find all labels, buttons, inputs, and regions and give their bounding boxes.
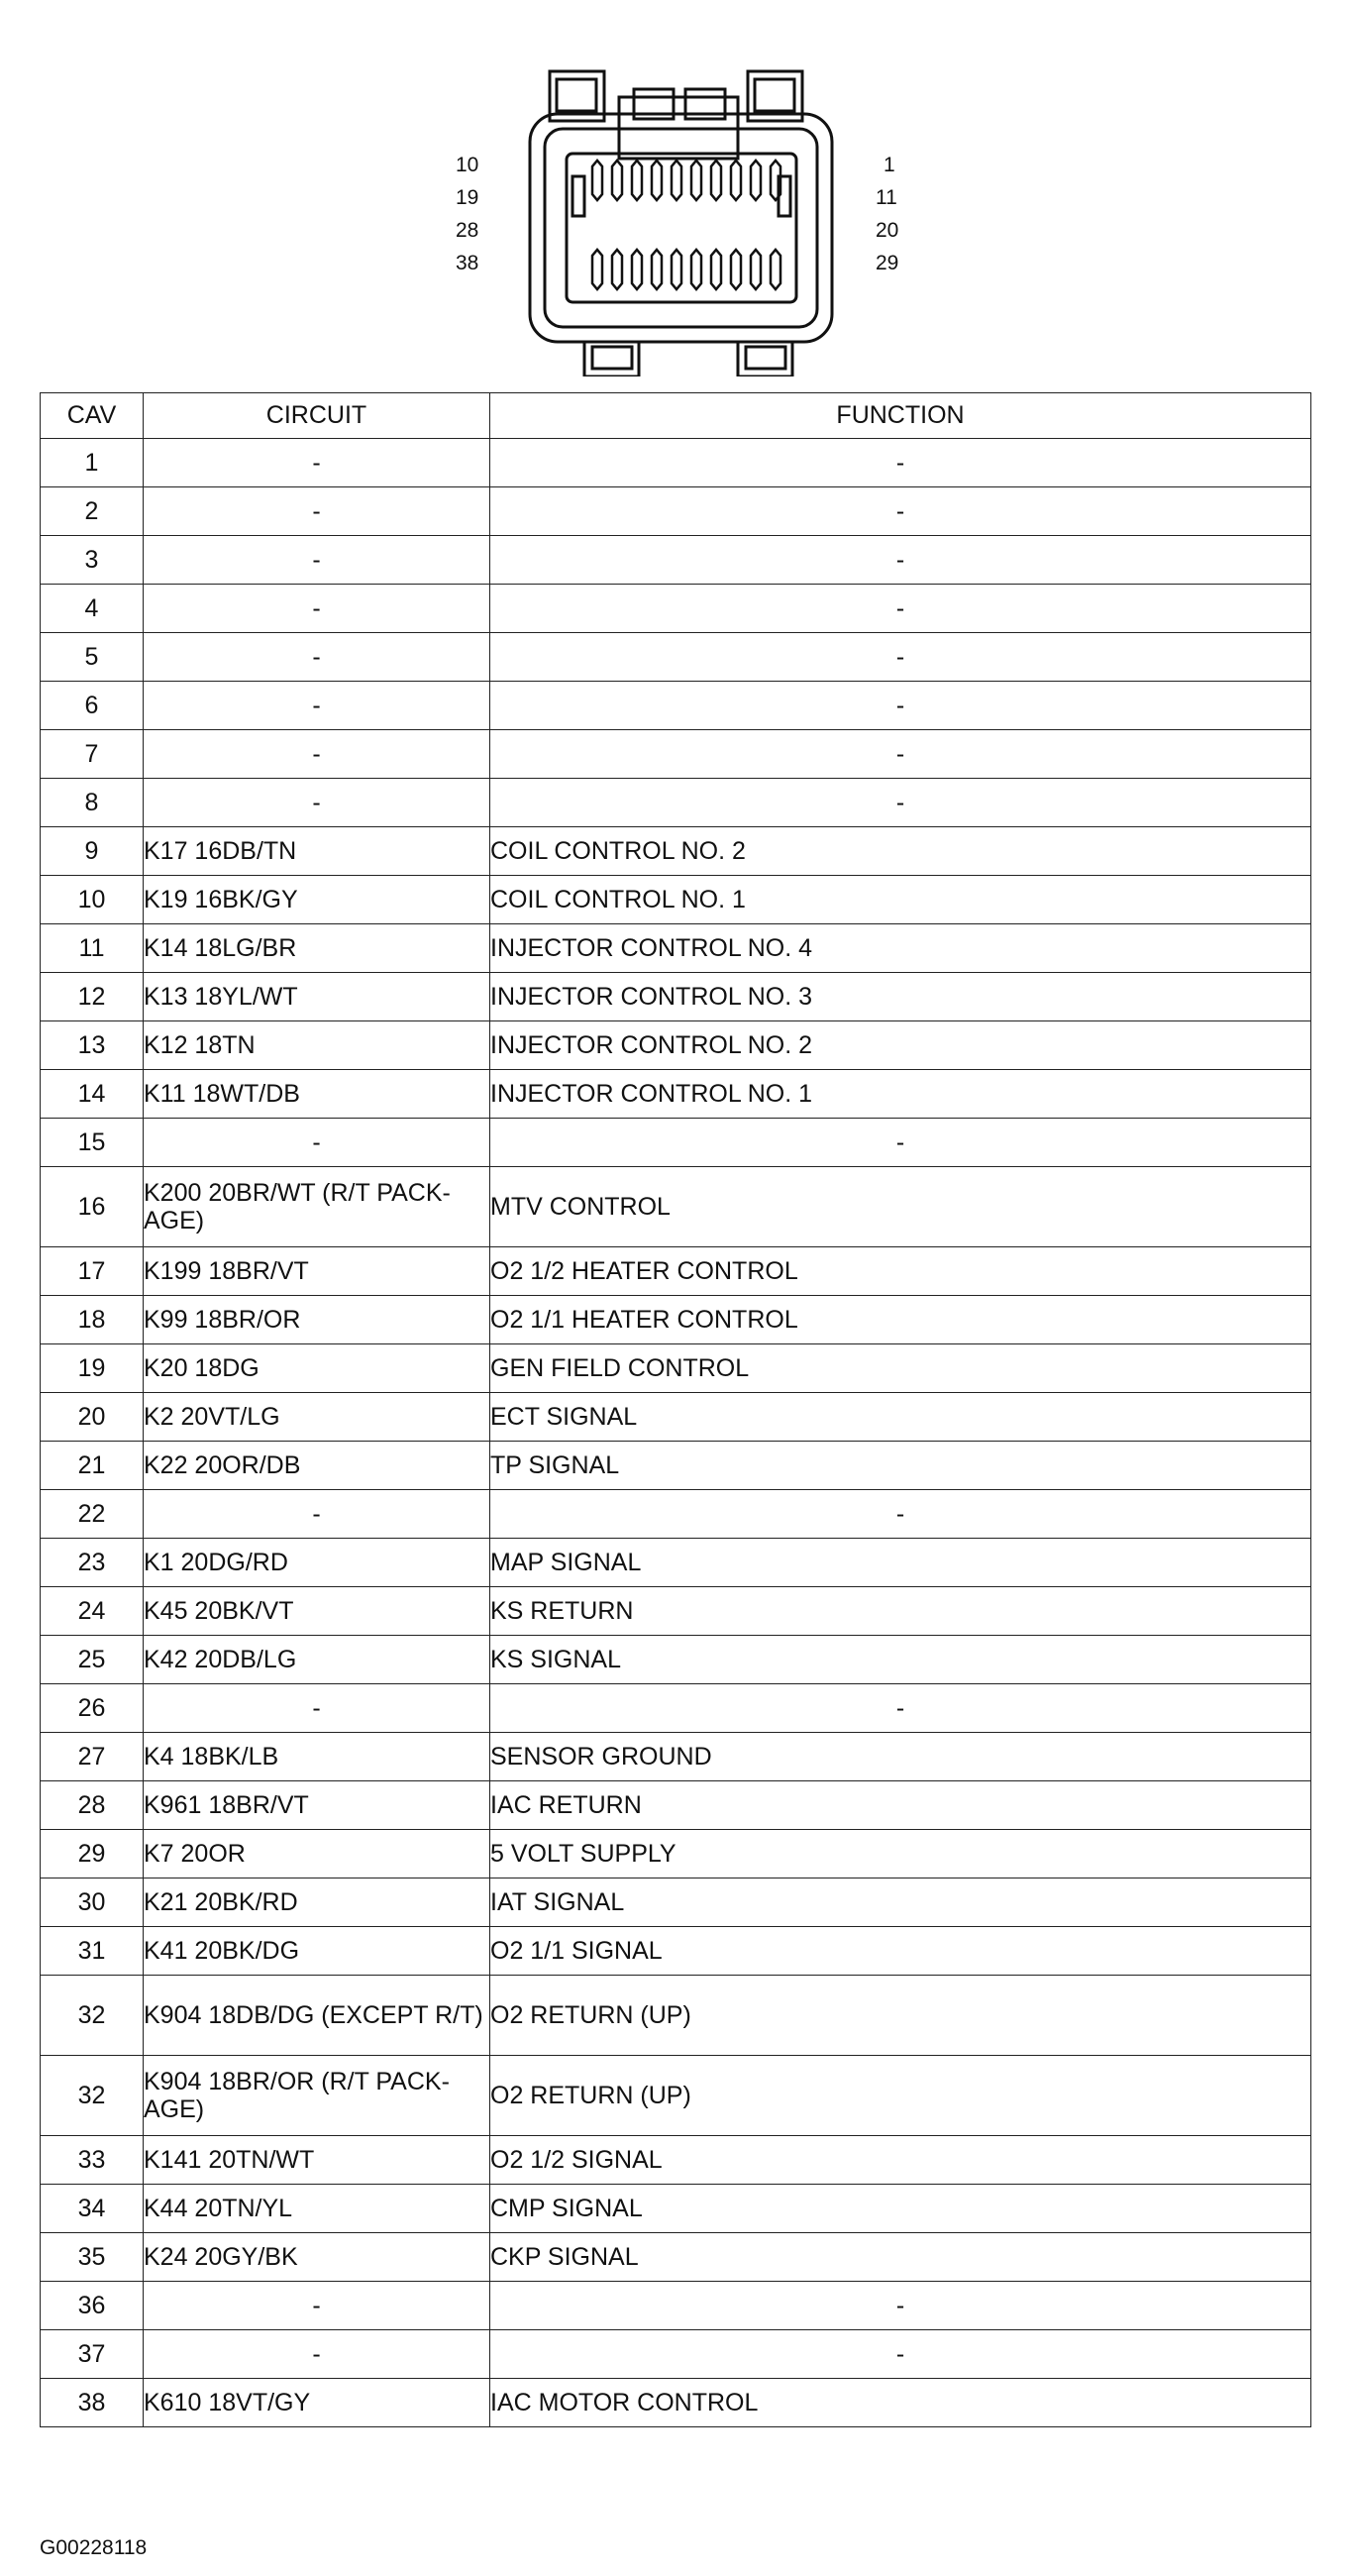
table-row	[41, 1830, 1311, 1878]
circuit-cell	[144, 1539, 490, 1587]
circuit-cell	[144, 827, 490, 876]
table-row	[41, 2330, 1311, 2379]
function-cell	[490, 1976, 1311, 2056]
cav-cell: 37	[41, 2330, 144, 2379]
pin-terminal	[751, 161, 761, 180]
function-text: -	[895, 1500, 905, 1528]
function-cell	[490, 1393, 1311, 1442]
circuit-text: K14 18LG/BR	[144, 934, 297, 962]
function-text: 5 VOLT SUPPLY	[490, 1840, 676, 1868]
table-row	[41, 1684, 1311, 1733]
connector-diagram	[456, 59, 911, 376]
cav-cell: 19	[41, 1344, 144, 1393]
header-function: FUNCTION	[490, 393, 1311, 439]
table-row	[41, 2233, 1311, 2282]
table-row	[41, 1733, 1311, 1781]
pin-terminal	[672, 269, 681, 289]
circuit-cell	[144, 1927, 490, 1976]
table-row	[41, 682, 1311, 730]
pin-terminal	[731, 269, 741, 289]
table-row	[41, 1878, 1311, 1927]
table-row	[41, 633, 1311, 682]
pin-terminal	[592, 250, 602, 269]
circuit-cell	[144, 1296, 490, 1344]
table-row	[41, 439, 1311, 487]
function-cell	[490, 2185, 1311, 2233]
table-row	[41, 2056, 1311, 2136]
circuit-cell	[144, 2379, 490, 2427]
table-row	[41, 730, 1311, 779]
circuit-cell	[144, 1021, 490, 1070]
function-cell	[490, 1636, 1311, 1684]
cav-cell: 7	[41, 730, 144, 779]
circuit-text: -	[312, 692, 321, 719]
circuit-cell	[144, 924, 490, 973]
circuit-cell	[144, 682, 490, 730]
function-text: -	[895, 643, 905, 671]
pin-terminal	[612, 161, 622, 180]
pin-terminal	[652, 161, 662, 180]
pin-terminal	[632, 250, 642, 269]
pin-terminal	[711, 161, 721, 180]
function-cell	[490, 1119, 1311, 1167]
circuit-cell	[144, 2330, 490, 2379]
cav-cell: 3	[41, 536, 144, 585]
table-row	[41, 1247, 1311, 1296]
function-cell	[490, 439, 1311, 487]
table-row	[41, 1442, 1311, 1490]
cav-cell: 31	[41, 1927, 144, 1976]
pin-label-left-2: 19	[456, 186, 479, 209]
circuit-text: K13 18YL/WT	[144, 983, 298, 1011]
table-row	[41, 924, 1311, 973]
cav-cell: 33	[41, 2136, 144, 2185]
table-row	[41, 1539, 1311, 1587]
pin-label-left-4: 38	[456, 252, 479, 274]
circuit-cell	[144, 2233, 490, 2282]
pin-terminal	[632, 269, 642, 289]
cav-cell: 9	[41, 827, 144, 876]
cav-cell: 6	[41, 682, 144, 730]
table-row	[41, 536, 1311, 585]
function-text: IAC MOTOR CONTROL	[490, 2389, 759, 2416]
function-cell	[490, 1021, 1311, 1070]
function-text: MTV CONTROL	[490, 1193, 671, 1221]
cav-cell: 29	[41, 1830, 144, 1878]
function-cell	[490, 682, 1311, 730]
pin-terminal	[592, 269, 602, 289]
pin-terminal	[731, 250, 741, 269]
function-cell	[490, 730, 1311, 779]
circuit-text: K41 20BK/DG	[144, 1937, 300, 1965]
pin-terminal	[612, 250, 622, 269]
function-cell	[490, 1927, 1311, 1976]
function-cell	[490, 1167, 1311, 1247]
function-cell	[490, 2330, 1311, 2379]
circuit-text: K17 16DB/TN	[144, 837, 297, 865]
cav-cell: 34	[41, 2185, 144, 2233]
circuit-text: K42 20DB/LG	[144, 1646, 297, 1673]
function-cell	[490, 876, 1311, 924]
function-text: -	[895, 546, 905, 574]
circuit-text: K199 18BR/VT	[144, 1257, 309, 1285]
function-text: O2 RETURN (UP)	[490, 2001, 691, 2029]
circuit-cell	[144, 1070, 490, 1119]
circuit-cell	[144, 1636, 490, 1684]
table-row	[41, 2185, 1311, 2233]
function-text: INJECTOR CONTROL NO. 2	[490, 1031, 813, 1059]
function-text: -	[895, 449, 905, 477]
circuit-cell	[144, 2185, 490, 2233]
function-text: CKP SIGNAL	[490, 2243, 639, 2271]
function-cell	[490, 1830, 1311, 1878]
pin-terminal	[592, 180, 602, 200]
function-text: KS SIGNAL	[490, 1646, 621, 1673]
table-row	[41, 1976, 1311, 2056]
circuit-cell	[144, 585, 490, 633]
function-text: INJECTOR CONTROL NO. 4	[490, 934, 813, 962]
figure-id: G00228118	[40, 2536, 148, 2559]
cav-cell: 4	[41, 585, 144, 633]
pin-terminal	[691, 269, 701, 289]
circuit-cell	[144, 1684, 490, 1733]
circuit-text: -	[312, 449, 321, 477]
function-text: INJECTOR CONTROL NO. 1	[490, 1080, 813, 1108]
cav-cell: 23	[41, 1539, 144, 1587]
circuit-text: -	[312, 1694, 321, 1722]
pin-terminal	[652, 180, 662, 200]
pin-label-left-3: 28	[456, 219, 479, 242]
function-cell	[490, 1878, 1311, 1927]
function-text: SENSOR GROUND	[490, 1743, 712, 1771]
cav-cell: 20	[41, 1393, 144, 1442]
pin-terminal	[751, 250, 761, 269]
cav-cell: 30	[41, 1878, 144, 1927]
table-row	[41, 1927, 1311, 1976]
circuit-cell	[144, 1344, 490, 1393]
circuit-cell	[144, 487, 490, 536]
circuit-text: K22 20OR/DB	[144, 1451, 301, 1479]
function-cell	[490, 633, 1311, 682]
pin-terminal	[711, 180, 721, 200]
cav-cell: 18	[41, 1296, 144, 1344]
pin-terminal	[771, 269, 780, 289]
circuit-text: -	[312, 643, 321, 671]
table-row	[41, 2379, 1311, 2427]
circuit-text: -	[312, 2292, 321, 2319]
cav-cell: 21	[41, 1442, 144, 1490]
circuit-text: K961 18BR/VT	[144, 1791, 309, 1819]
cav-cell: 22	[41, 1490, 144, 1539]
circuit-text: K21 20BK/RD	[144, 1888, 298, 1916]
table-row	[41, 1167, 1311, 1247]
function-text: -	[895, 1128, 905, 1156]
table-header-row	[41, 393, 1311, 439]
pin-label-right-1: 1	[883, 154, 895, 176]
function-text: -	[895, 594, 905, 622]
table-row	[41, 1636, 1311, 1684]
pin-label-right-2: 11	[876, 186, 897, 209]
circuit-text: -	[312, 1128, 321, 1156]
function-text: O2 1/1 HEATER CONTROL	[490, 1306, 798, 1334]
cav-cell: 2	[41, 487, 144, 536]
cav-cell: 25	[41, 1636, 144, 1684]
circuit-cell	[144, 2056, 490, 2136]
circuit-cell	[144, 2282, 490, 2330]
function-cell	[490, 1344, 1311, 1393]
function-cell	[490, 585, 1311, 633]
function-cell	[490, 1490, 1311, 1539]
function-text: INJECTOR CONTROL NO. 3	[490, 983, 813, 1011]
table-row	[41, 1393, 1311, 1442]
table-row	[41, 1344, 1311, 1393]
pin-label-left-1: 10	[456, 154, 479, 176]
circuit-text: K4 18BK/LB	[144, 1743, 279, 1771]
function-cell	[490, 2233, 1311, 2282]
pin-terminal	[731, 161, 741, 180]
connector-outline	[456, 59, 911, 376]
circuit-cell	[144, 730, 490, 779]
function-text: -	[895, 497, 905, 525]
circuit-text: K141 20TN/WT	[144, 2146, 315, 2174]
pin-terminal	[672, 250, 681, 269]
cav-cell: 27	[41, 1733, 144, 1781]
pin-terminal	[632, 180, 642, 200]
table-row	[41, 1587, 1311, 1636]
cav-cell: 28	[41, 1781, 144, 1830]
circuit-cell	[144, 1781, 490, 1830]
pin-terminal	[771, 250, 780, 269]
function-text: O2 1/1 SIGNAL	[490, 1937, 663, 1965]
pin-terminal	[691, 161, 701, 180]
circuit-cell	[144, 1119, 490, 1167]
function-text: O2 1/2 HEATER CONTROL	[490, 1257, 798, 1285]
cav-cell: 12	[41, 973, 144, 1021]
cav-cell: 26	[41, 1684, 144, 1733]
function-cell	[490, 1684, 1311, 1733]
circuit-text: -	[312, 2340, 321, 2368]
function-cell	[490, 1781, 1311, 1830]
function-text: COIL CONTROL NO. 2	[490, 837, 746, 865]
function-text: -	[895, 740, 905, 768]
function-text: O2 RETURN (UP)	[490, 2082, 691, 2109]
circuit-cell	[144, 973, 490, 1021]
cav-cell: 15	[41, 1119, 144, 1167]
circuit-text: -	[312, 789, 321, 816]
function-text: IAC RETURN	[490, 1791, 642, 1819]
circuit-cell	[144, 1490, 490, 1539]
circuit-cell	[144, 1733, 490, 1781]
table-body	[41, 439, 1311, 2427]
pin-terminal	[691, 250, 701, 269]
function-cell	[490, 536, 1311, 585]
circuit-cell	[144, 779, 490, 827]
table-row	[41, 973, 1311, 1021]
circuit-cell	[144, 633, 490, 682]
cav-cell: 13	[41, 1021, 144, 1070]
circuit-text: -	[312, 740, 321, 768]
pin-terminal	[691, 180, 701, 200]
pin-label-right-4: 29	[876, 252, 899, 274]
circuit-text: K20 18DG	[144, 1354, 260, 1382]
pin-label-right-3: 20	[876, 219, 899, 242]
table-row	[41, 827, 1311, 876]
cav-cell: 8	[41, 779, 144, 827]
function-cell	[490, 779, 1311, 827]
circuit-cell	[144, 1393, 490, 1442]
table-row	[41, 487, 1311, 536]
circuit-cell	[144, 1247, 490, 1296]
cav-cell: 35	[41, 2233, 144, 2282]
pin-terminal	[612, 180, 622, 200]
function-text: -	[895, 2292, 905, 2319]
table-row	[41, 1119, 1311, 1167]
pin-terminal	[731, 180, 741, 200]
cav-cell: 36	[41, 2282, 144, 2330]
circuit-cell	[144, 2136, 490, 2185]
function-cell	[490, 1442, 1311, 1490]
table-row	[41, 1070, 1311, 1119]
function-text: GEN FIELD CONTROL	[490, 1354, 750, 1382]
function-text: TP SIGNAL	[490, 1451, 620, 1479]
table-row	[41, 876, 1311, 924]
cav-cell: 17	[41, 1247, 144, 1296]
circuit-cell	[144, 1976, 490, 2056]
circuit-text: K904 18DB/DG (EXCEPT R/T)	[144, 2001, 483, 2029]
pin-terminal	[592, 161, 602, 180]
function-text: -	[895, 1694, 905, 1722]
function-cell	[490, 1070, 1311, 1119]
table-row	[41, 585, 1311, 633]
cav-cell: 14	[41, 1070, 144, 1119]
header-circuit: CIRCUIT	[144, 393, 490, 439]
circuit-text: K45 20BK/VT	[144, 1597, 294, 1625]
circuit-cell	[144, 1587, 490, 1636]
function-cell	[490, 924, 1311, 973]
function-cell	[490, 1733, 1311, 1781]
circuit-text: K200 20BR/WT (R/T PACK-AGE)	[144, 1179, 451, 1234]
circuit-text: K99 18BR/OR	[144, 1306, 301, 1334]
function-text: MAP SIGNAL	[490, 1549, 642, 1576]
function-cell	[490, 2056, 1311, 2136]
function-cell	[490, 1539, 1311, 1587]
table-row	[41, 1490, 1311, 1539]
pin-terminal	[711, 269, 721, 289]
header-cav: CAV	[41, 393, 144, 439]
circuit-cell	[144, 1167, 490, 1247]
circuit-text: K12 18TN	[144, 1031, 256, 1059]
circuit-text: K19 16BK/GY	[144, 886, 298, 913]
pin-terminal	[751, 269, 761, 289]
cav-cell: 5	[41, 633, 144, 682]
table-row	[41, 2136, 1311, 2185]
function-cell	[490, 2282, 1311, 2330]
pinout-table	[40, 392, 1311, 2427]
function-cell	[490, 1296, 1311, 1344]
function-cell	[490, 827, 1311, 876]
circuit-text: K11 18WT/DB	[144, 1080, 300, 1108]
cav-cell: 38	[41, 2379, 144, 2427]
cav-cell: 32	[41, 2056, 144, 2136]
cav-cell: 32	[41, 1976, 144, 2056]
circuit-cell	[144, 439, 490, 487]
function-cell	[490, 1247, 1311, 1296]
circuit-text: -	[312, 1500, 321, 1528]
circuit-cell	[144, 1878, 490, 1927]
pin-terminal	[751, 180, 761, 200]
cav-cell: 10	[41, 876, 144, 924]
table-row	[41, 2282, 1311, 2330]
function-text: ECT SIGNAL	[490, 1403, 638, 1431]
pin-terminal	[612, 269, 622, 289]
pin-terminal	[711, 250, 721, 269]
function-text: -	[895, 2340, 905, 2368]
pin-terminal	[652, 250, 662, 269]
function-cell	[490, 1587, 1311, 1636]
circuit-text: -	[312, 497, 321, 525]
table-row	[41, 1296, 1311, 1344]
function-cell	[490, 487, 1311, 536]
pin-terminal	[632, 161, 642, 180]
function-cell	[490, 2136, 1311, 2185]
circuit-cell	[144, 536, 490, 585]
function-cell	[490, 973, 1311, 1021]
table-row	[41, 779, 1311, 827]
pin-terminal	[672, 180, 681, 200]
cav-cell: 24	[41, 1587, 144, 1636]
circuit-text: K44 20TN/YL	[144, 2195, 293, 2222]
circuit-cell	[144, 876, 490, 924]
function-text: IAT SIGNAL	[490, 1888, 625, 1916]
function-text: COIL CONTROL NO. 1	[490, 886, 746, 913]
function-text: CMP SIGNAL	[490, 2195, 643, 2222]
cav-cell: 16	[41, 1167, 144, 1247]
cav-cell: 1	[41, 439, 144, 487]
table-row	[41, 1781, 1311, 1830]
circuit-text: K24 20GY/BK	[144, 2243, 298, 2271]
circuit-cell	[144, 1830, 490, 1878]
circuit-text: K2 20VT/LG	[144, 1403, 280, 1431]
circuit-text: K904 18BR/OR (R/T PACK-AGE)	[144, 2068, 450, 2123]
function-text: KS RETURN	[490, 1597, 634, 1625]
pin-terminal	[672, 161, 681, 180]
function-text: -	[895, 692, 905, 719]
circuit-text: K1 20DG/RD	[144, 1549, 288, 1576]
cav-cell: 11	[41, 924, 144, 973]
circuit-cell	[144, 1442, 490, 1490]
function-text: -	[895, 789, 905, 816]
function-text: O2 1/2 SIGNAL	[490, 2146, 663, 2174]
circuit-text: -	[312, 546, 321, 574]
pin-terminal	[652, 269, 662, 289]
table-row	[41, 1021, 1311, 1070]
circuit-text: K7 20OR	[144, 1840, 246, 1868]
circuit-text: K610 18VT/GY	[144, 2389, 311, 2416]
circuit-text: -	[312, 594, 321, 622]
function-cell	[490, 2379, 1311, 2427]
